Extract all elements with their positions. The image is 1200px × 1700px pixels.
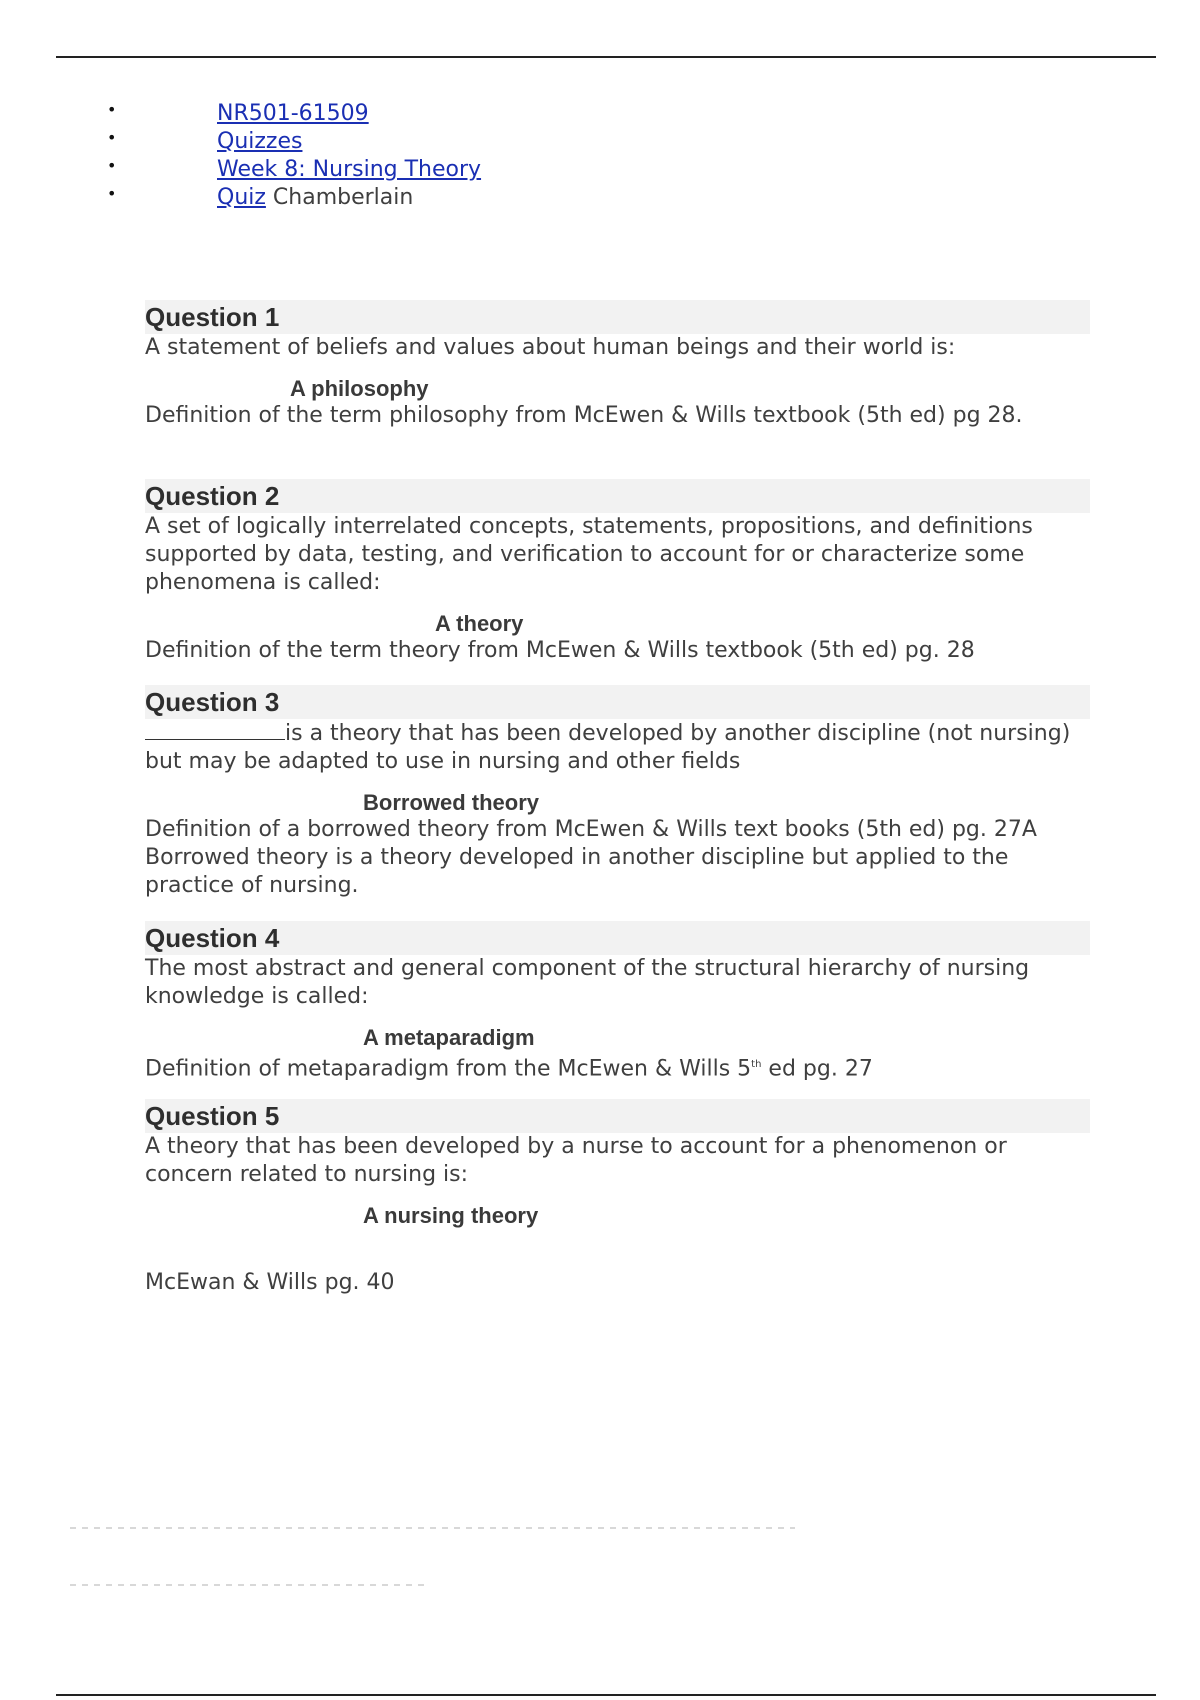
explanation-text: Definition of the term theory from McEwen & Wills textbook (5th ed) pg. 28 — [145, 638, 975, 663]
explanation-text: Definition of a borrowed theory from McEwen & Wills text books (5th ed) pg. 27A Borrowed theory is a theory developed in another discipline but applied to the practice of nursing. — [145, 817, 1037, 898]
question-block-3 — [145, 685, 1090, 900]
question-heading: Question 2 — [145, 479, 1090, 513]
bullet-icon: • — [107, 128, 117, 147]
question-heading: Question 4 — [145, 921, 1090, 955]
question-block-5 — [145, 1099, 1090, 1297]
question-text: is a theory that has been developed by another discipline (not nursing) but may be adapted to use in nursing and other fields — [145, 721, 1071, 774]
explanation-text: Definition of the term philosophy from McEwen & Wills textbook (5th ed) pg 28. — [145, 403, 1023, 428]
question-text: A statement of beliefs and values about human beings and their world is: — [145, 335, 956, 360]
quiz-link[interactable]: Quiz — [217, 185, 266, 210]
explanation-text: McEwan & Wills pg. 40 — [145, 1270, 395, 1295]
answer-text: A nursing theory — [363, 1203, 539, 1228]
answer-text: A metaparadigm — [363, 1025, 535, 1050]
bottom-rule — [56, 1694, 1156, 1696]
faded-footer-line — [70, 1527, 795, 1529]
explanation-superscript: th — [751, 1059, 762, 1070]
bullet-icon: • — [107, 184, 117, 203]
faded-footer-line — [70, 1584, 430, 1586]
breadcrumb-suffix: Chamberlain — [265, 185, 414, 210]
question-text: The most abstract and general component of the structural hierarchy of nursing knowledge is called: — [145, 956, 1030, 1009]
question-text: A set of logically interrelated concepts, statements, propositions, and definitions supported by data, testing, and verification to account for or characterize some phenomena is called: — [145, 514, 1033, 595]
breadcrumb-item — [0, 184, 1200, 212]
question-block-4 — [145, 921, 1090, 1083]
bullet-icon: • — [107, 156, 117, 175]
breadcrumb-item — [0, 128, 1200, 156]
breadcrumb-item — [0, 156, 1200, 184]
question-text: A theory that has been developed by a nurse to account for a phenomenon or concern related to nursing is: — [145, 1134, 1007, 1187]
breadcrumb — [0, 100, 1200, 212]
question-heading: Question 1 — [145, 300, 1090, 334]
week-link[interactable]: Week 8: Nursing Theory — [217, 157, 482, 182]
answer-text: A philosophy — [290, 376, 429, 401]
answer-text: A theory — [435, 611, 524, 636]
top-rule — [56, 56, 1156, 58]
answer-blank — [145, 719, 285, 740]
quizzes-link[interactable]: Quizzes — [217, 129, 303, 154]
explanation-text — [145, 1051, 1090, 1083]
bullet-icon: • — [107, 100, 117, 119]
explanation-part: ed pg. 27 — [761, 1056, 873, 1082]
question-text-wrapper — [145, 719, 1090, 776]
question-heading: Question 5 — [145, 1099, 1090, 1133]
question-block-2 — [145, 479, 1090, 665]
answer-text: Borrowed theory — [363, 790, 540, 815]
course-link[interactable]: NR501-61509 — [217, 101, 369, 126]
question-heading: Question 3 — [145, 685, 1090, 719]
question-block-1 — [145, 300, 1090, 430]
breadcrumb-item — [0, 100, 1200, 128]
explanation-part: Definition of metaparadigm from the McEwen & Wills 5 — [145, 1056, 752, 1082]
